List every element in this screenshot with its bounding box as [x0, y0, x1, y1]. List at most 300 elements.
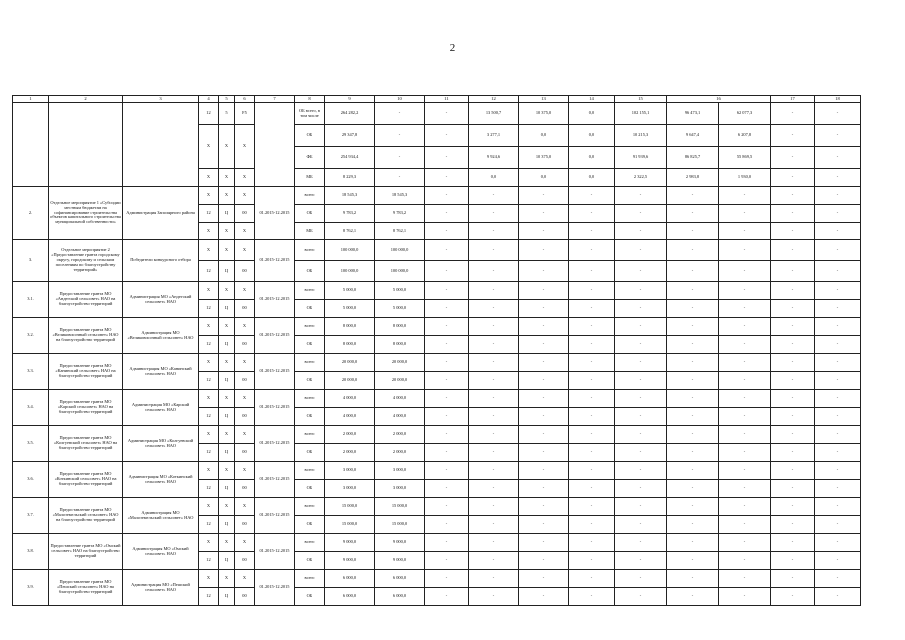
value-cell: -	[569, 552, 615, 570]
code-1: X	[199, 534, 219, 552]
value-cell: 0,0	[569, 169, 615, 187]
value-cell: -	[425, 187, 469, 205]
value-cell: -	[771, 223, 815, 240]
source: ОБ	[295, 552, 325, 570]
table-row	[13, 390, 861, 408]
column-header-15: 15	[615, 96, 667, 103]
value-cell: -	[615, 426, 667, 444]
value-cell: -	[569, 261, 615, 282]
value-cell: -	[469, 516, 519, 534]
source: ОБ	[295, 336, 325, 354]
source: ОБ	[295, 300, 325, 318]
value-cell: 100 000,0	[375, 240, 425, 261]
code-3: X	[235, 498, 255, 516]
row-number	[13, 103, 49, 187]
code-1: X	[199, 240, 219, 261]
value-cell: -	[667, 336, 719, 354]
value-cell: -	[815, 282, 861, 300]
period: 01.2015-12.2015	[255, 426, 295, 462]
period: 01.2015-12.2015	[255, 534, 295, 570]
code-2: X	[219, 240, 235, 261]
source: всего	[295, 390, 325, 408]
value-cell: -	[771, 300, 815, 318]
value-cell: -	[569, 205, 615, 223]
value-cell: -	[425, 426, 469, 444]
row-number: 3.	[13, 240, 49, 282]
code-2: Ц	[219, 261, 235, 282]
value-cell: 3 277,1	[469, 125, 519, 147]
value-cell: -	[667, 261, 719, 282]
value-cell: 264 282,2	[325, 103, 375, 125]
table-row	[13, 282, 861, 300]
value-cell: -	[469, 462, 519, 480]
value-cell: -	[569, 187, 615, 205]
value-cell: 6 000,0	[325, 570, 375, 588]
executor: Администрация МО «Омский сельсовет» НАО	[123, 534, 199, 570]
value-cell: -	[425, 444, 469, 462]
value-cell: -	[771, 336, 815, 354]
value-cell: -	[815, 372, 861, 390]
code-2: Ц	[219, 300, 235, 318]
value-cell: -	[771, 147, 815, 169]
code-3: 00	[235, 408, 255, 426]
source: ОБ	[295, 261, 325, 282]
value-cell: -	[569, 300, 615, 318]
column-header-13: 13	[519, 96, 569, 103]
code-1: 12	[199, 552, 219, 570]
value-cell: -	[569, 516, 615, 534]
value-cell: 8 000,0	[325, 336, 375, 354]
value-cell: -	[815, 426, 861, 444]
value-cell: -	[519, 390, 569, 408]
value-cell: -	[519, 426, 569, 444]
value-cell: -	[519, 205, 569, 223]
value-cell: -	[375, 103, 425, 125]
value-cell: -	[469, 498, 519, 516]
value-cell: -	[519, 462, 569, 480]
value-cell: 9 000,0	[325, 552, 375, 570]
value-cell: -	[519, 408, 569, 426]
value-cell: -	[815, 240, 861, 261]
value-cell: -	[569, 354, 615, 372]
value-cell: -	[615, 205, 667, 223]
value-cell: -	[469, 426, 519, 444]
value-cell: -	[425, 125, 469, 147]
value-cell: -	[519, 318, 569, 336]
value-cell: -	[719, 187, 771, 205]
executor: Администрация МО «Великовисочный сельсовет» НАО	[123, 318, 199, 354]
code-3: X	[235, 223, 255, 240]
value-cell: -	[719, 426, 771, 444]
value-cell: 9 000,0	[375, 534, 425, 552]
value-cell: -	[719, 282, 771, 300]
value-cell: -	[771, 187, 815, 205]
value-cell: -	[519, 498, 569, 516]
value-cell: 3 000,0	[325, 480, 375, 498]
value-cell: -	[615, 444, 667, 462]
executor: Победители конкурсного отбора	[123, 240, 199, 282]
value-cell: -	[815, 480, 861, 498]
code-3: 00	[235, 336, 255, 354]
code-1: X	[199, 426, 219, 444]
table-row	[13, 187, 861, 205]
value-cell: -	[469, 318, 519, 336]
value-cell: 5 000,0	[325, 300, 375, 318]
value-cell: -	[771, 516, 815, 534]
value-cell: -	[771, 354, 815, 372]
value-cell: 8 000,0	[325, 318, 375, 336]
value-cell: -	[615, 336, 667, 354]
value-cell: -	[569, 426, 615, 444]
code-2: Ц	[219, 516, 235, 534]
code-1: 12	[199, 516, 219, 534]
value-cell: -	[815, 534, 861, 552]
event-name	[49, 103, 123, 187]
value-cell: -	[667, 372, 719, 390]
code-1: X	[199, 354, 219, 372]
value-cell: -	[569, 223, 615, 240]
value-cell: -	[615, 223, 667, 240]
event-name: Предоставление гранта МО «Канинский сельсовет» НАО на благоустройство территорий	[49, 354, 123, 390]
row-number: 3.7.	[13, 498, 49, 534]
value-cell: -	[375, 169, 425, 187]
value-cell: -	[425, 588, 469, 606]
value-cell: -	[719, 300, 771, 318]
code-3: X	[235, 534, 255, 552]
source: ОБ всего, в том числе	[295, 103, 325, 125]
value-cell: -	[519, 444, 569, 462]
value-cell: -	[719, 498, 771, 516]
value-cell: -	[615, 390, 667, 408]
value-cell: 100 000,0	[375, 261, 425, 282]
row-number: 3.2.	[13, 318, 49, 354]
value-cell: -	[425, 240, 469, 261]
code-3: 00	[235, 205, 255, 223]
value-cell: -	[615, 534, 667, 552]
value-cell: -	[519, 261, 569, 282]
event-name: Предоставление гранта МО «Андегский сельсовет» НАО на благоустройство территорий	[49, 282, 123, 318]
value-cell: 3 000,0	[375, 480, 425, 498]
code-3: 00	[235, 552, 255, 570]
value-cell: 9 783,2	[325, 205, 375, 223]
value-cell: -	[615, 282, 667, 300]
value-cell: 100 000,0	[325, 261, 375, 282]
source: всего	[295, 498, 325, 516]
value-cell: 9 783,2	[375, 205, 425, 223]
value-cell: -	[375, 125, 425, 147]
value-cell: -	[469, 223, 519, 240]
value-cell: 5 000,0	[375, 282, 425, 300]
executor: Администрация МО «Малоземельский сельсовет» НАО	[123, 498, 199, 534]
code-2: Ц	[219, 336, 235, 354]
row-number: 3.5.	[13, 426, 49, 462]
code-1: X	[199, 462, 219, 480]
program-financing-table	[12, 95, 861, 606]
value-cell: -	[425, 223, 469, 240]
code-3: X	[235, 318, 255, 336]
value-cell: -	[519, 480, 569, 498]
value-cell: -	[667, 534, 719, 552]
code-1: X	[199, 282, 219, 300]
table-row	[13, 570, 861, 588]
event-name: Предоставление гранта МО «Карский сельсовет» НАО на благоустройство территорий	[49, 390, 123, 426]
value-cell: 91 939,6	[615, 147, 667, 169]
code-1: 12	[199, 300, 219, 318]
value-cell: -	[667, 240, 719, 261]
event-name: Предоставление гранта МО «Малоземельский сельсовет» НАО на благоустройство территорий	[49, 498, 123, 534]
value-cell: -	[615, 516, 667, 534]
value-cell: 0,0	[569, 125, 615, 147]
value-cell: 4 000,0	[375, 408, 425, 426]
value-cell: -	[719, 223, 771, 240]
event-name: Отдельное мероприятие 1 «Субсидии местным бюджетам на софинансирование строительства объектов капитального строительства муниципальной собственности»	[49, 187, 123, 240]
value-cell: 10 215,3	[615, 125, 667, 147]
value-cell: -	[719, 354, 771, 372]
value-cell: -	[815, 205, 861, 223]
value-cell: -	[667, 318, 719, 336]
source: всего	[295, 240, 325, 261]
value-cell: -	[615, 552, 667, 570]
value-cell: 62 077,3	[719, 103, 771, 125]
value-cell: -	[815, 390, 861, 408]
value-cell: 20 000,0	[375, 372, 425, 390]
column-header-5: 5	[219, 96, 235, 103]
value-cell: 2 000,0	[325, 444, 375, 462]
table-row	[13, 240, 861, 261]
code-3: X	[235, 426, 255, 444]
code-2: Ц	[219, 444, 235, 462]
value-cell: -	[815, 408, 861, 426]
value-cell: -	[519, 187, 569, 205]
column-header-6: 6	[235, 96, 255, 103]
event-name: Предоставление гранта МО «Коткинский сельсовет» НАО на благоустройство территорий	[49, 462, 123, 498]
code-2: Ц	[219, 372, 235, 390]
period: 01.2015-12.2015	[255, 570, 295, 606]
value-cell: -	[719, 336, 771, 354]
column-header-10: 10	[375, 96, 425, 103]
value-cell: -	[469, 261, 519, 282]
row-number: 3.9.	[13, 570, 49, 606]
value-cell: 20 000,0	[325, 372, 375, 390]
executor: Администрация МО «Канинский сельсовет» НАО	[123, 354, 199, 390]
value-cell: -	[667, 588, 719, 606]
value-cell: 20 000,0	[325, 354, 375, 372]
value-cell: 96 473,1	[667, 103, 719, 125]
code-2: X	[219, 426, 235, 444]
code-3: X	[235, 125, 255, 169]
value-cell: 15 000,0	[375, 498, 425, 516]
code-2: 5	[219, 103, 235, 125]
value-cell: -	[425, 372, 469, 390]
value-cell: -	[771, 408, 815, 426]
executor: Администрация МО «Андегский сельсовет» НАО	[123, 282, 199, 318]
value-cell: 15 000,0	[375, 516, 425, 534]
value-cell: -	[667, 354, 719, 372]
value-cell: -	[569, 240, 615, 261]
value-cell: 4 000,0	[375, 390, 425, 408]
value-cell: 2 000,0	[375, 426, 425, 444]
row-number: 3.8.	[13, 534, 49, 570]
code-3: X	[235, 570, 255, 588]
code-3: 00	[235, 444, 255, 462]
value-cell: -	[425, 408, 469, 426]
value-cell: -	[719, 390, 771, 408]
value-cell: -	[615, 318, 667, 336]
value-cell: -	[719, 462, 771, 480]
value-cell: 2 983,8	[667, 169, 719, 187]
value-cell: -	[469, 534, 519, 552]
value-cell: 9 924,6	[469, 147, 519, 169]
value-cell: -	[425, 552, 469, 570]
value-cell: 9 000,0	[375, 552, 425, 570]
column-header-7: 7	[255, 96, 295, 103]
column-header-4: 4	[199, 96, 219, 103]
value-cell: -	[771, 372, 815, 390]
source: ОБ	[295, 408, 325, 426]
value-cell: -	[815, 462, 861, 480]
period: 01.2015-12.2015	[255, 354, 295, 390]
code-1: 12	[199, 103, 219, 125]
code-3: F5	[235, 103, 255, 125]
value-cell: -	[425, 300, 469, 318]
value-cell: -	[615, 372, 667, 390]
value-cell: -	[569, 408, 615, 426]
value-cell: -	[667, 282, 719, 300]
period: 01.2015-12.2015	[255, 390, 295, 426]
value-cell: -	[425, 534, 469, 552]
value-cell: -	[569, 480, 615, 498]
value-cell: -	[469, 240, 519, 261]
value-cell: -	[771, 552, 815, 570]
value-cell: -	[615, 498, 667, 516]
table-row	[13, 498, 861, 516]
value-cell: -	[569, 570, 615, 588]
source: ФБ	[295, 147, 325, 169]
value-cell: -	[815, 354, 861, 372]
value-cell: -	[815, 444, 861, 462]
code-1: 12	[199, 480, 219, 498]
value-cell: 3 000,0	[325, 462, 375, 480]
value-cell: 0,0	[569, 103, 615, 125]
value-cell: -	[425, 390, 469, 408]
value-cell: 2 000,0	[325, 426, 375, 444]
value-cell: -	[615, 480, 667, 498]
executor: Администрация МО «Пешский сельсовет» НАО	[123, 570, 199, 606]
value-cell: -	[771, 125, 815, 147]
value-cell: -	[469, 372, 519, 390]
code-2: X	[219, 462, 235, 480]
source: ОБ	[295, 588, 325, 606]
value-cell: -	[815, 498, 861, 516]
column-header-16: 16	[667, 96, 771, 103]
code-2: Ц	[219, 588, 235, 606]
value-cell: -	[815, 588, 861, 606]
value-cell: 2 000,0	[375, 444, 425, 462]
value-cell: -	[469, 408, 519, 426]
code-2: X	[219, 318, 235, 336]
value-cell: -	[667, 516, 719, 534]
code-1: 12	[199, 372, 219, 390]
column-header-1: 1	[13, 96, 49, 103]
value-cell: -	[771, 390, 815, 408]
event-name: Предоставление гранта МО «Омский сельсовет» НАО на благоустройство территорий	[49, 534, 123, 570]
value-cell: -	[719, 516, 771, 534]
table-row	[13, 318, 861, 336]
code-3: 00	[235, 261, 255, 282]
value-cell: -	[771, 240, 815, 261]
value-cell: -	[815, 570, 861, 588]
value-cell: -	[771, 426, 815, 444]
value-cell: -	[519, 570, 569, 588]
value-cell: -	[667, 552, 719, 570]
code-2: Ц	[219, 205, 235, 223]
event-name: Предоставление гранта МО «Пешский сельсовет» НАО на благоустройство территорий	[49, 570, 123, 606]
period: 01.2015-12.2015	[255, 462, 295, 498]
column-header-17: 17	[771, 96, 815, 103]
value-cell: -	[519, 223, 569, 240]
column-header-11: 11	[425, 96, 469, 103]
value-cell: 100 000,0	[325, 240, 375, 261]
value-cell: -	[425, 282, 469, 300]
period: 01.2015-12.2015	[255, 318, 295, 354]
value-cell: -	[425, 480, 469, 498]
code-1: X	[199, 318, 219, 336]
value-cell: -	[815, 516, 861, 534]
column-header-14: 14	[569, 96, 615, 103]
value-cell: -	[569, 588, 615, 606]
value-cell: -	[469, 282, 519, 300]
value-cell: -	[719, 570, 771, 588]
value-cell: -	[719, 444, 771, 462]
value-cell: -	[569, 282, 615, 300]
value-cell: -	[425, 318, 469, 336]
code-2: X	[219, 125, 235, 169]
value-cell: 8 000,0	[375, 336, 425, 354]
value-cell: -	[615, 300, 667, 318]
value-cell: -	[425, 169, 469, 187]
row-number: 3.1.	[13, 282, 49, 318]
value-cell: -	[667, 408, 719, 426]
value-cell: -	[771, 480, 815, 498]
code-3: 00	[235, 516, 255, 534]
value-cell: 6 000,0	[325, 588, 375, 606]
value-cell: -	[719, 552, 771, 570]
code-2: X	[219, 282, 235, 300]
value-cell: 9 647,4	[667, 125, 719, 147]
column-header-18: 18	[815, 96, 861, 103]
value-cell: -	[719, 318, 771, 336]
value-cell: -	[771, 534, 815, 552]
code-1: X	[199, 169, 219, 187]
code-2: X	[219, 534, 235, 552]
value-cell: -	[519, 300, 569, 318]
value-cell: -	[667, 570, 719, 588]
code-2: X	[219, 570, 235, 588]
source: ОБ	[295, 516, 325, 534]
value-cell: 15 000,0	[325, 516, 375, 534]
executor: Администрация Заполярного района	[123, 187, 199, 240]
value-cell: -	[519, 336, 569, 354]
value-cell: 15 000,0	[325, 498, 375, 516]
code-2: Ц	[219, 552, 235, 570]
value-cell: -	[771, 205, 815, 223]
code-1: 12	[199, 588, 219, 606]
value-cell: -	[667, 462, 719, 480]
code-2: X	[219, 187, 235, 205]
column-header-2: 2	[49, 96, 123, 103]
period: 01.2015-12.2015	[255, 282, 295, 318]
value-cell: -	[615, 408, 667, 426]
